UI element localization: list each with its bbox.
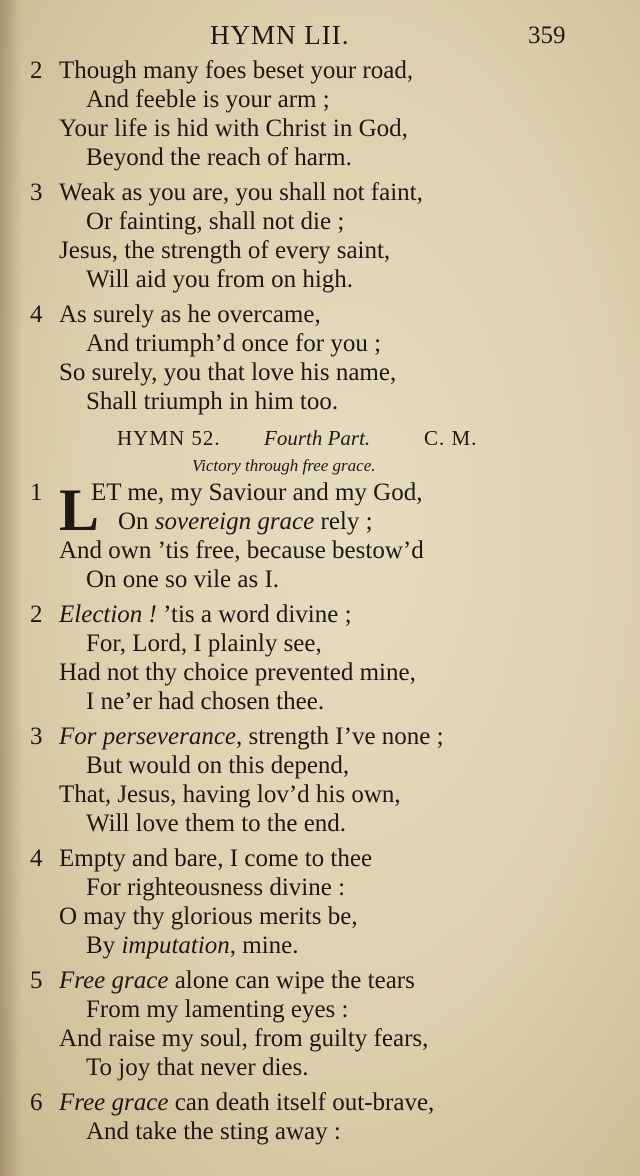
hymn2-stanza-4 xyxy=(0,844,640,960)
verse-line: Will aid you from on high. xyxy=(86,266,354,293)
verse-line: On sovereign grace rely ; xyxy=(118,508,373,535)
running-title: HYMN LII. xyxy=(210,20,350,50)
stanza-number: 1 xyxy=(30,479,43,506)
verse-line: On one so vile as I. xyxy=(86,566,280,593)
verse-line: Had not thy choice prevented mine, xyxy=(59,659,416,686)
verse-line: Jesus, the strength of every saint, xyxy=(59,237,391,264)
verse-line: Will love them to the end. xyxy=(86,810,347,837)
hymn-subtitle xyxy=(0,454,640,478)
hymn2-stanza-3 xyxy=(0,722,640,838)
drop-cap: L xyxy=(59,477,100,543)
page-header xyxy=(0,16,640,56)
verse-line: Weak as you are, you shall not faint, xyxy=(59,179,423,206)
hymn-heading xyxy=(0,422,640,454)
verse-line: I ne’er had chosen thee. xyxy=(86,688,325,715)
verse-line: And own ’tis free, because bestow’d xyxy=(59,537,424,564)
hymn-meter: C. M. xyxy=(424,426,478,450)
page-text xyxy=(0,56,640,1152)
verse-line: By imputation, mine. xyxy=(86,932,299,959)
verse-line: O may thy glorious merits be, xyxy=(59,903,358,930)
verse-line: That, Jesus, having lov’d his own, xyxy=(59,781,401,808)
verse-line: So surely, you that love his name, xyxy=(59,359,397,386)
stanza-number: 4 xyxy=(30,301,43,328)
verse-line: Election ! ’tis a word divine ; xyxy=(59,601,352,628)
hymn2-stanza-6 xyxy=(0,1088,640,1146)
verse-line: From my lamenting eyes : xyxy=(86,996,349,1023)
hymn2-stanza-1 xyxy=(0,478,640,594)
page-number: 359 xyxy=(528,22,566,49)
emphasis: Free grace xyxy=(59,1089,169,1116)
verse-line: And feeble is your arm ; xyxy=(86,86,330,113)
stanza-number: 2 xyxy=(30,601,43,628)
verse-line: As surely as he overcame, xyxy=(59,301,321,328)
verse-line: And triumph’d once for you ; xyxy=(86,330,382,357)
verse-line: But would on this depend, xyxy=(86,752,350,779)
stanza-4 xyxy=(0,300,640,416)
verse-line: ET me, my Saviour and my God, xyxy=(91,479,423,506)
hymn-subtitle-text: Victory through free grace. xyxy=(192,456,376,475)
verse-line: And take the sting away : xyxy=(86,1118,341,1145)
emphasis: For perseverance xyxy=(59,723,237,750)
stanza-number: 6 xyxy=(30,1089,43,1116)
stanza-number: 5 xyxy=(30,967,43,994)
stanza-number: 3 xyxy=(30,723,43,750)
emphasis: Election ! xyxy=(59,601,157,628)
verse-line: For, Lord, I plainly see, xyxy=(86,630,322,657)
emphasis: Free grace xyxy=(59,967,169,994)
verse-line: For righteousness divine : xyxy=(86,874,346,901)
verse-line: And raise my soul, from guilty fears, xyxy=(59,1025,429,1052)
verse-line: Empty and bare, I come to thee xyxy=(59,845,373,872)
emphasis: imputation xyxy=(121,932,230,959)
stanza-2 xyxy=(0,56,640,172)
verse-line: Or fainting, shall not die ; xyxy=(86,208,345,235)
hymn2-stanza-2 xyxy=(0,600,640,716)
stanza-3 xyxy=(0,178,640,294)
verse-line: To joy that never dies. xyxy=(86,1054,309,1081)
hymn2-stanza-5 xyxy=(0,966,640,1082)
verse-line: Free grace can death itself out-brave, xyxy=(59,1089,435,1116)
stanza-number: 3 xyxy=(30,179,43,206)
verse-line: Your life is hid with Christ in God, xyxy=(59,115,408,142)
hymn-number: HYMN 52. xyxy=(117,426,221,450)
stanza-number: 4 xyxy=(30,845,43,872)
emphasis: sovereign grace xyxy=(154,508,315,535)
verse-line: Shall triumph in him too. xyxy=(86,388,339,415)
verse-line: For perseverance, strength I’ve none ; xyxy=(59,723,444,750)
hymn-part: Fourth Part. xyxy=(264,426,371,450)
stanza-number: 2 xyxy=(30,57,43,84)
verse-line: Though many foes beset your road, xyxy=(59,57,414,84)
verse-line: Beyond the reach of harm. xyxy=(86,144,352,171)
verse-line: Free grace alone can wipe the tears xyxy=(59,967,415,994)
